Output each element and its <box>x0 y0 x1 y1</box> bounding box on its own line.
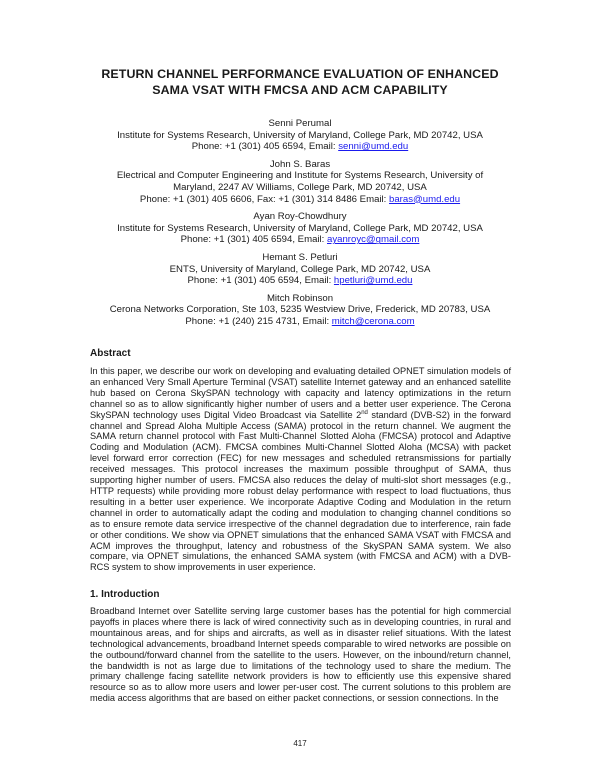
author-entry <box>60 118 540 153</box>
author-phone: Phone: +1 (301) 405 6606, Fax: +1 (301) 314 8486 Email: <box>139 193 389 205</box>
author-contact <box>60 275 540 287</box>
paper-title <box>40 66 560 98</box>
page-number: 417 <box>293 739 307 748</box>
author-name: Mitch Robinson <box>266 292 334 304</box>
author-email-link[interactable]: hpetluri@umd.edu <box>333 275 413 287</box>
author-entry <box>60 211 540 246</box>
author-contact <box>60 316 540 328</box>
author-block <box>60 118 540 334</box>
author-entry <box>60 293 540 328</box>
introduction-heading: 1. Introduction <box>90 589 160 600</box>
ordinal-superscript: nd <box>361 409 368 416</box>
title-line-2: SAMA VSAT WITH FMCSA AND ACM CAPABILITY <box>152 83 448 97</box>
author-affiliation: Electrical and Computer Engineering and Institute for Systems Research, University of <box>116 170 484 182</box>
author-affiliation: ENTS, University of Maryland, College Park, MD 20742, USA <box>169 263 431 275</box>
author-email-link[interactable]: mitch@cerona.com <box>331 315 415 327</box>
author-contact <box>60 141 540 153</box>
abstract-heading: Abstract <box>90 348 131 359</box>
author-affiliation: Institute for Systems Research, University of Maryland, College Park, MD 20742, USA <box>117 129 483 141</box>
author-name: Ayan Roy-Chowdhury <box>253 211 347 223</box>
author-entry <box>60 252 540 287</box>
author-phone: Phone: +1 (301) 405 6594, Email: <box>191 141 339 153</box>
author-phone: Phone: +1 (240) 215 4731, Email: <box>185 315 332 327</box>
author-email-link[interactable]: senni@umd.edu <box>338 141 409 153</box>
introduction-paragraph: Broadband Internet over Satellite serving large customer bases has the potential for high commercial payoffs in places where there is lack of wired connectivity such as in developing countries, in rural and mountainous areas, and for ships and aircrafts, as well as in disaster relief situations. With the latest technological advancements, broadband Internet speeds comparable to wired networks are possible on the outbound/forward channel from the satellite to the users. However, on the inbound/return channel, the bandwidth is not as large due to limitations of the technology used to share the medium. The primary challenge facing satellite network providers is how to efficiently use this expensive shared resource so as to allow more users and lower per-user cost. The current solutions to this problem are media access algorithms that are based on either packet connections, or session connections. In the <box>90 606 511 704</box>
author-phone: Phone: +1 (301) 405 6594, Email: <box>187 275 334 287</box>
author-affiliation: Cerona Networks Corporation, Ste 103, 5235 Westview Drive, Frederick, MD 20783, USA <box>109 304 491 316</box>
abstract-text-part-1: In this paper, we describe our work on developing and evaluating detailed OPNET simulation models of an enhanced Very Small Aperture Terminal (VSAT) satellite Internet gateway and an enhanced satellite hub based on Cerona SkySPAN technology with capacity and latency optimizations in the return channel so as to allow significantly higher number of users and a better user experience. The Cerona SkySPAN technology uses Digital Video Broadcast via Satellite 2 <box>90 366 511 420</box>
abstract-paragraph <box>90 366 511 573</box>
author-name: Hemant S. Petluri <box>262 251 338 263</box>
author-contact <box>60 194 540 206</box>
abstract-text-part-2: standard (DVB-S2) in the forward channel and Spread Aloha Multiple Access (SAMA) protocol in the return channel. We augment the SAMA return channel protocol with Fast Multi-Channel Slotted Aloha (FMCSA) protocol and Adaptive Coding and Modulation (ACM). FMCSA combines Multi-Channel Slotted Aloha (MCSA) with packet level forward error correction (FEC) for new messages and scheduled retransmissions for partially received messages. This protocol increases the maximum possible throughput of SAMA, thus supporting higher number of users. FMCSA also reduces the delay of multi-slot short messages (e.g., HTTP requests) while providing more robust delay performance with respect to load fluctuations, thus resulting in a better user experience. We incorporate Adaptive Coding and Modulation in the return channel in order to automatically adapt the coding and modulation to changing channel conditions so as to ensure remote data service irrespective of the channel degradation due to interference, rain fade or other conditions. We show via OPNET simulations that the enhanced SAMA VSAT with FMCSA and ACM improves the throughput, latency and robustness of the SkySPAN SAMA system. We also compare, via OPNET simulations, the enhanced SAMA system (with FMCSA and ACM) with a DVB-RCS system to show improvements in user experience. <box>90 409 511 573</box>
author-contact <box>60 234 540 246</box>
author-email-link[interactable]: ayanroyc@gmail.com <box>327 234 420 246</box>
author-entry <box>60 159 540 205</box>
author-affiliation: Institute for Systems Research, University of Maryland, College Park, MD 20742, USA <box>117 222 483 234</box>
title-line-1: RETURN CHANNEL PERFORMANCE EVALUATION OF ENHANCED <box>101 67 499 81</box>
author-name: Senni Perumal <box>268 118 332 129</box>
author-email-link[interactable]: baras@umd.edu <box>389 193 461 205</box>
author-phone: Phone: +1 (301) 405 6594, Email: <box>180 234 327 246</box>
author-name: John S. Baras <box>269 158 331 170</box>
author-affiliation: Maryland, 2247 AV Williams, College Park, MD 20742, USA <box>173 181 427 193</box>
